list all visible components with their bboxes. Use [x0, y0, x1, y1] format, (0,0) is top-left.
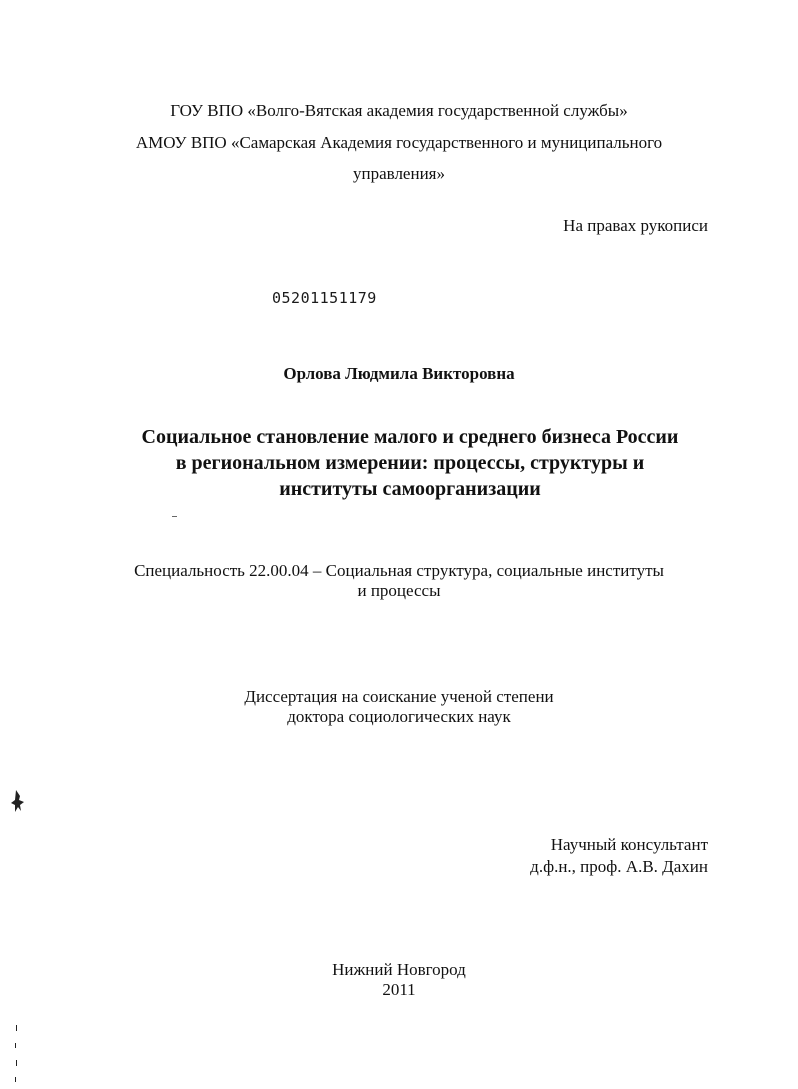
title-line-3: институты самоорганизации	[279, 478, 541, 500]
institution-line-2: АМОУ ВПО «Самарская Академия государственного и муниципального	[135, 133, 663, 152]
scan-blot-mark	[11, 790, 24, 812]
institution-line-3: управления»	[353, 164, 445, 183]
advisor-name: д.ф.н., проф. А.В. Дахин	[530, 857, 708, 876]
city: Нижний Новгород	[332, 960, 466, 979]
degree-line-2: доктора социологических наук	[287, 707, 511, 726]
author-name: Орлова Людмила Викторовна	[283, 364, 515, 383]
title-line-1: Социальное становление малого и среднего бизнеса России	[141, 426, 679, 448]
advisor-label: Научный консультант	[550, 835, 708, 854]
serial-number: 05201151179	[272, 289, 377, 307]
rights-note: На правах рукописи	[563, 216, 708, 235]
specialty-line-1: Специальность 22.00.04 – Социальная структура, социальные институты	[134, 561, 664, 580]
institution-line-1: ГОУ ВПО «Волго-Вятская академия государственной службы»	[170, 101, 628, 120]
title-line-2: в региональном измерении: процессы, структуры и	[175, 452, 645, 474]
year: 2011	[382, 980, 416, 999]
degree-line-1: Диссертация на соискание ученой степени	[244, 687, 554, 706]
specialty-line-2: и процессы	[357, 581, 441, 600]
